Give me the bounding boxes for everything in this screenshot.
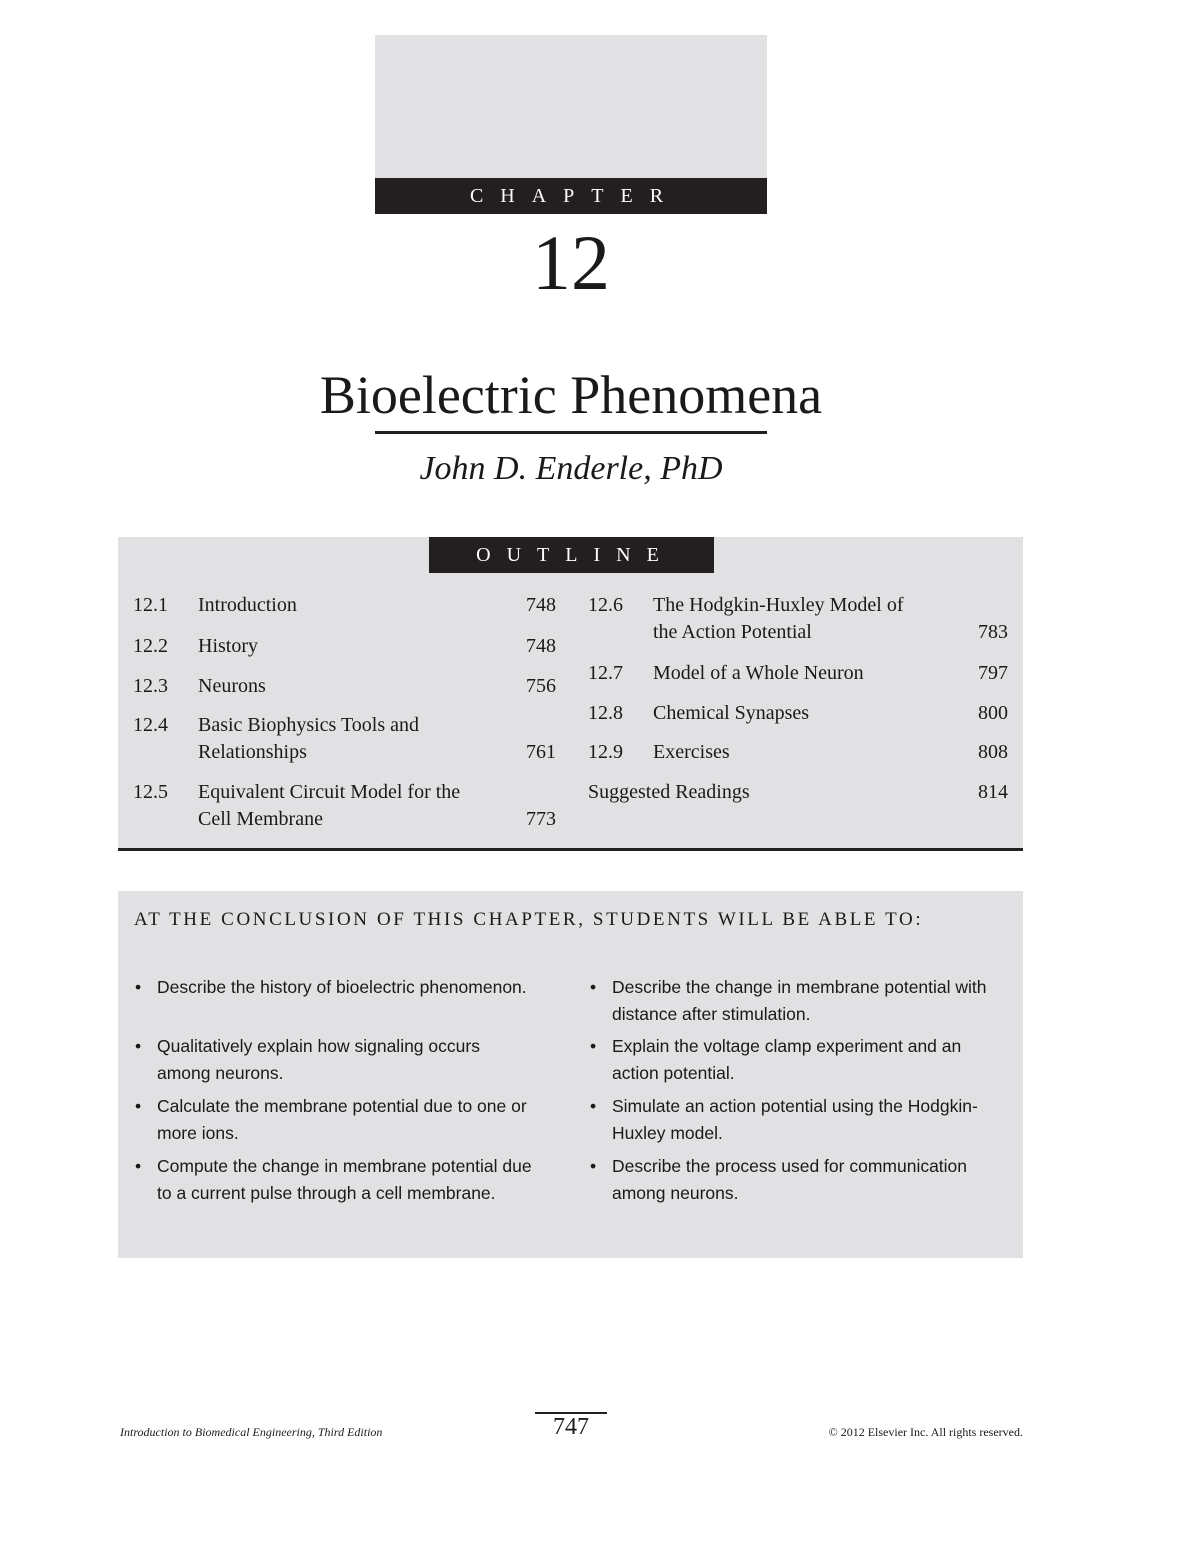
objective-text: Describe the history of bioelectric phenomenon. xyxy=(157,977,527,997)
bullet-icon: • xyxy=(590,977,597,997)
toc-number: 12.1 xyxy=(133,594,168,616)
objectives-box xyxy=(118,891,1023,1258)
toc-page: 797 xyxy=(978,662,1008,684)
title-rule xyxy=(375,431,767,434)
toc-title xyxy=(588,779,750,806)
objective-text: Describe the change in membrane potential with distance after stimulation. xyxy=(612,977,987,1024)
toc-title xyxy=(198,779,460,833)
objective-item xyxy=(133,1153,533,1207)
toc-page: 783 xyxy=(978,621,1008,643)
objective-text: Describe the process used for communication among neurons. xyxy=(612,1156,968,1203)
toc-entry[interactable] xyxy=(133,779,556,833)
objective-text: Calculate the membrane potential due to one or more ions. xyxy=(157,1096,527,1143)
objective-text: Explain the voltage clamp experiment and an action potential. xyxy=(612,1036,962,1083)
toc-title-line: Chemical Synapses xyxy=(653,702,810,724)
bullet-icon: • xyxy=(590,1156,597,1176)
toc-title-line: Basic Biophysics Tools and xyxy=(198,714,420,736)
toc-page: 800 xyxy=(978,702,1008,724)
toc-number: 12.8 xyxy=(588,702,623,724)
bullet-icon: • xyxy=(590,1036,597,1056)
chapter-number: 12 xyxy=(532,219,610,306)
toc-page: 761 xyxy=(526,741,556,763)
toc-page: 808 xyxy=(978,741,1008,763)
toc-title xyxy=(653,739,730,766)
footer-copyright: © 2012 Elsevier Inc. All rights reserved. xyxy=(828,1425,1023,1439)
toc-title-line: Introduction xyxy=(198,594,297,616)
objective-item xyxy=(588,1153,998,1207)
toc-title xyxy=(198,633,258,660)
toc-page: 748 xyxy=(526,594,556,616)
footer-book-title: Introduction to Biomedical Engineering, Third Edition xyxy=(120,1425,383,1439)
toc-title xyxy=(198,673,266,700)
toc-entry[interactable] xyxy=(133,673,556,700)
toc-entry[interactable] xyxy=(588,592,1008,646)
objective-item xyxy=(588,1033,998,1087)
bullet-icon: • xyxy=(135,1036,142,1056)
bullet-icon: • xyxy=(135,1096,142,1116)
toc-title-line: The Hodgkin-Huxley Model of xyxy=(653,594,904,616)
page-number: 747 xyxy=(553,1414,589,1440)
toc-number: 12.5 xyxy=(133,781,168,803)
toc-title xyxy=(653,592,904,646)
toc-page: 748 xyxy=(526,635,556,657)
chapter-header-box xyxy=(375,35,767,178)
toc-entry[interactable] xyxy=(588,779,1008,806)
toc-title-line: Suggested Readings xyxy=(588,781,750,803)
outline-label: OUTLINE xyxy=(429,537,714,573)
toc-number: 12.7 xyxy=(588,662,623,684)
toc-entry[interactable] xyxy=(133,712,556,766)
toc-entry[interactable] xyxy=(133,633,556,660)
outline-box xyxy=(118,537,1023,851)
toc-page: 756 xyxy=(526,675,556,697)
toc-page: 814 xyxy=(978,781,1008,803)
toc-entry[interactable] xyxy=(588,739,1008,766)
bullet-icon: • xyxy=(135,1156,142,1176)
objective-item xyxy=(588,974,998,1028)
chapter-label: CHAPTER xyxy=(375,178,767,214)
toc-title-line: Equivalent Circuit Model for the xyxy=(198,781,461,803)
objectives-heading: AT THE CONCLUSION OF THIS CHAPTER, STUDENTS WILL BE ABLE TO: xyxy=(134,909,924,930)
toc-title xyxy=(198,712,419,766)
toc-title-line: Cell Membrane xyxy=(198,808,323,830)
objective-text: Qualitatively explain how signaling occurs among neurons. xyxy=(157,1036,480,1083)
toc-title-line: Relationships xyxy=(198,741,307,763)
toc-entry[interactable] xyxy=(588,660,1008,687)
objective-item xyxy=(133,1033,533,1087)
toc-number: 12.6 xyxy=(588,594,623,616)
toc-title xyxy=(653,660,864,687)
toc-number: 12.9 xyxy=(588,741,623,763)
objective-text: Simulate an action potential using the Hodgkin-Huxley model. xyxy=(612,1096,978,1143)
chapter-title: Bioelectric Phenomena xyxy=(319,365,823,425)
toc-page: 773 xyxy=(526,808,556,830)
toc-title-line: Exercises xyxy=(653,741,730,763)
toc-number: 12.3 xyxy=(133,675,168,697)
objective-item xyxy=(588,1093,998,1147)
toc-title-line: History xyxy=(198,635,258,657)
toc-entry[interactable] xyxy=(588,700,1008,727)
toc-number: 12.2 xyxy=(133,635,168,657)
toc-title xyxy=(198,592,297,619)
toc-title-line: the Action Potential xyxy=(653,621,812,643)
objective-item xyxy=(133,974,533,1001)
bullet-icon: • xyxy=(135,977,142,997)
objective-text: Compute the change in membrane potential due to a current pulse through a cell membrane. xyxy=(157,1156,532,1203)
toc-title xyxy=(653,700,809,727)
toc-number: 12.4 xyxy=(133,714,168,736)
toc-title-line: Neurons xyxy=(198,675,266,697)
bullet-icon: • xyxy=(590,1096,597,1116)
toc-title-line: Model of a Whole Neuron xyxy=(653,662,864,684)
objective-item xyxy=(133,1093,533,1147)
chapter-author: John D. Enderle, PhD xyxy=(419,450,723,487)
toc-entry[interactable] xyxy=(133,592,556,619)
